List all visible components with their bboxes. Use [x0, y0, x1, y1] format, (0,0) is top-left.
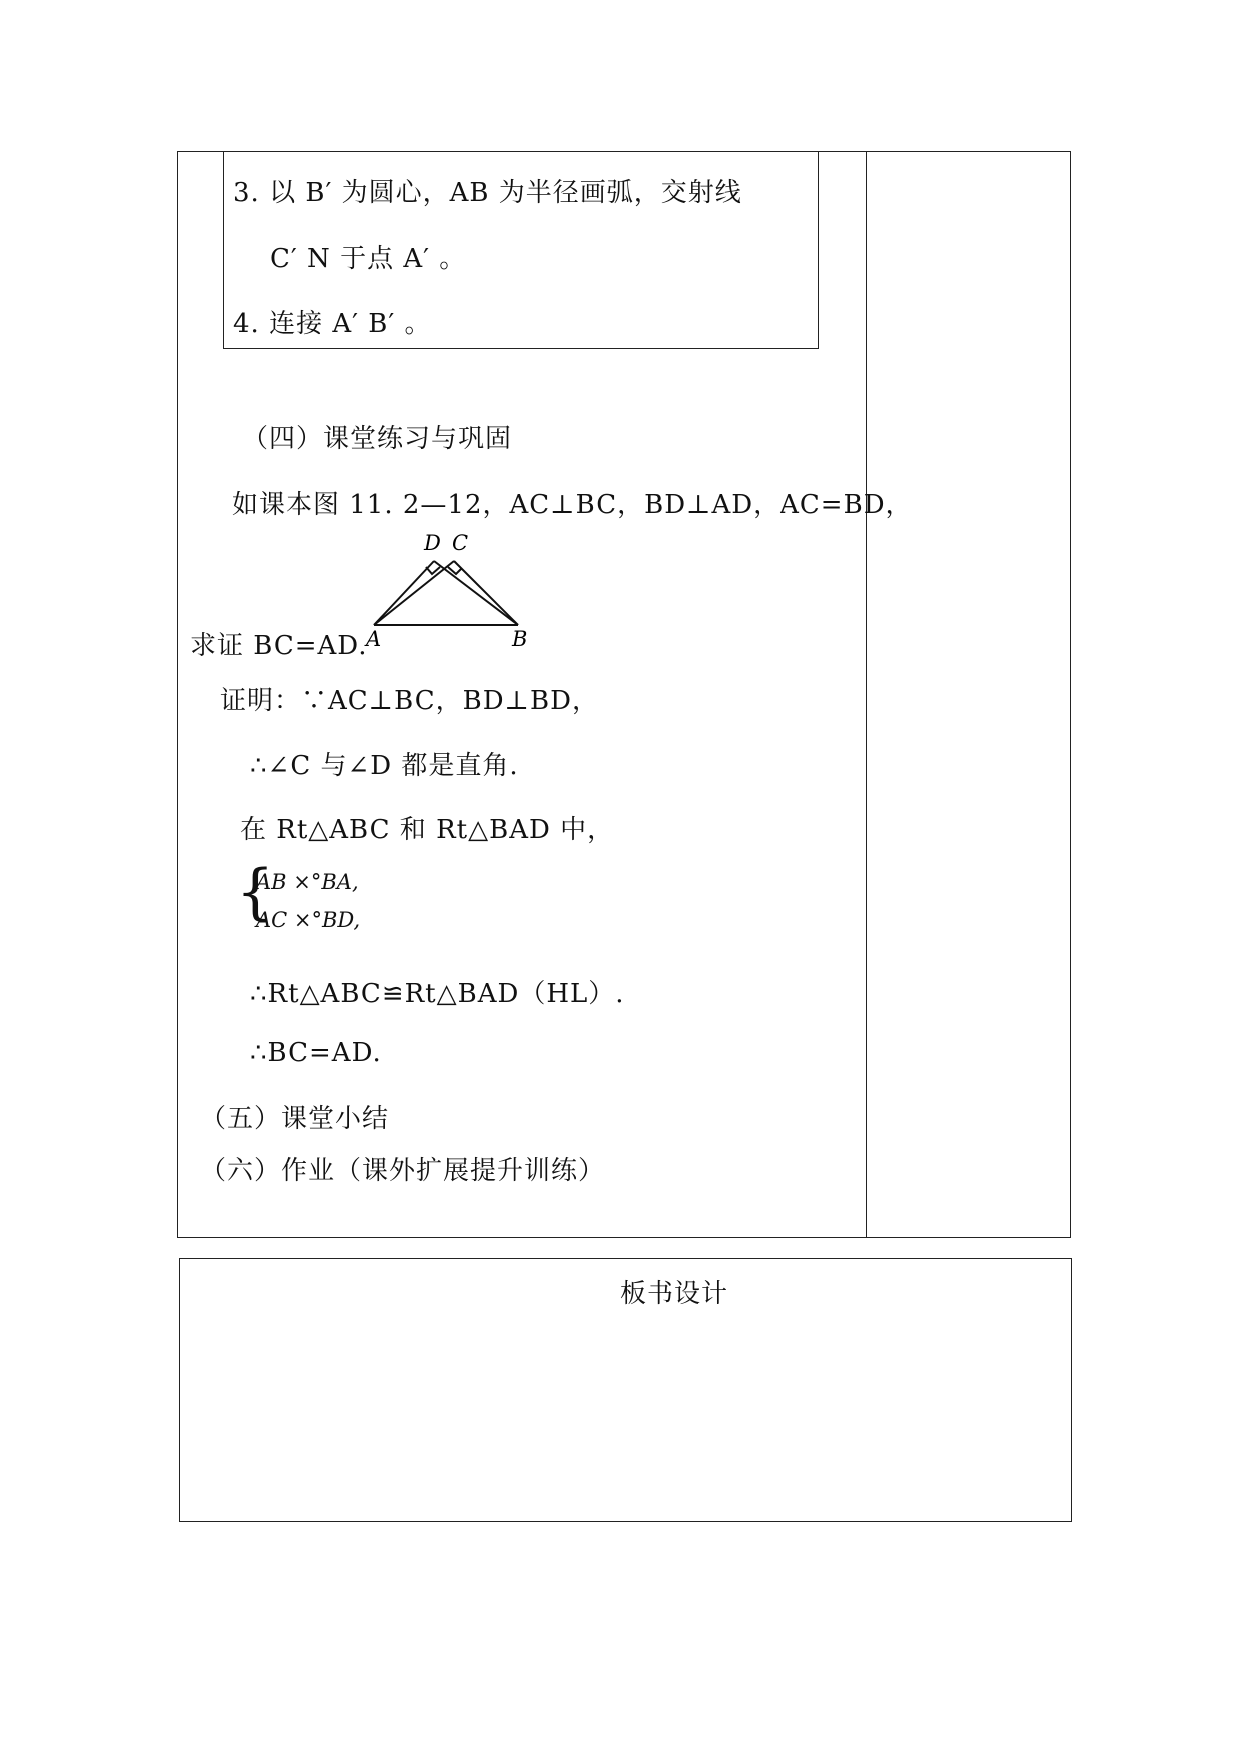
step-3-line-2: C′ N 于点 A′ 。 [270, 244, 467, 274]
table-column-divider [866, 151, 867, 1238]
section-5-heading: （五）课堂小结 [200, 1104, 390, 1134]
proof-line-4: ∴Rt△ABC≌Rt△BAD（HL）. [250, 979, 625, 1009]
segment-AD [374, 561, 434, 625]
prove-statement: 求证 BC=AD. [190, 631, 368, 661]
system-row-2: AC ×°BD, [256, 908, 361, 932]
label-B: B [512, 627, 528, 648]
board-design-title: 板书设计 [620, 1279, 729, 1309]
label-D: D [424, 531, 441, 555]
problem-statement: 如课本图 11. 2—12，AC⊥BC，BD⊥AD，AC=BD， [232, 490, 913, 520]
proof-line-1: 证明：∵AC⊥BC，BD⊥BD， [220, 686, 599, 716]
triangle-figure [360, 528, 540, 648]
proof-line-2: ∴∠C 与∠D 都是直角. [250, 751, 519, 781]
segment-AC [374, 561, 454, 625]
system-row-1: AB ×°BA, [256, 870, 359, 894]
section-4-heading: （四）课堂练习与巩固 [242, 424, 513, 454]
label-C: C [452, 531, 469, 555]
step-3-line-1: 3. 以 B′ 为圆心，AB 为半径画弧，交射线 [233, 178, 742, 208]
proof-line-3: 在 Rt△ABC 和 Rt△BAD 中， [240, 815, 615, 845]
system-brace: { [236, 857, 275, 927]
segment-DB [434, 561, 518, 625]
label-A: A [366, 627, 382, 648]
step-4: 4. 连接 A′ B′ 。 [233, 309, 432, 339]
segment-CB [454, 561, 518, 625]
proof-line-5: ∴BC=AD. [250, 1038, 382, 1068]
section-6-heading: （六）作业（课外扩展提升训练） [200, 1156, 606, 1186]
